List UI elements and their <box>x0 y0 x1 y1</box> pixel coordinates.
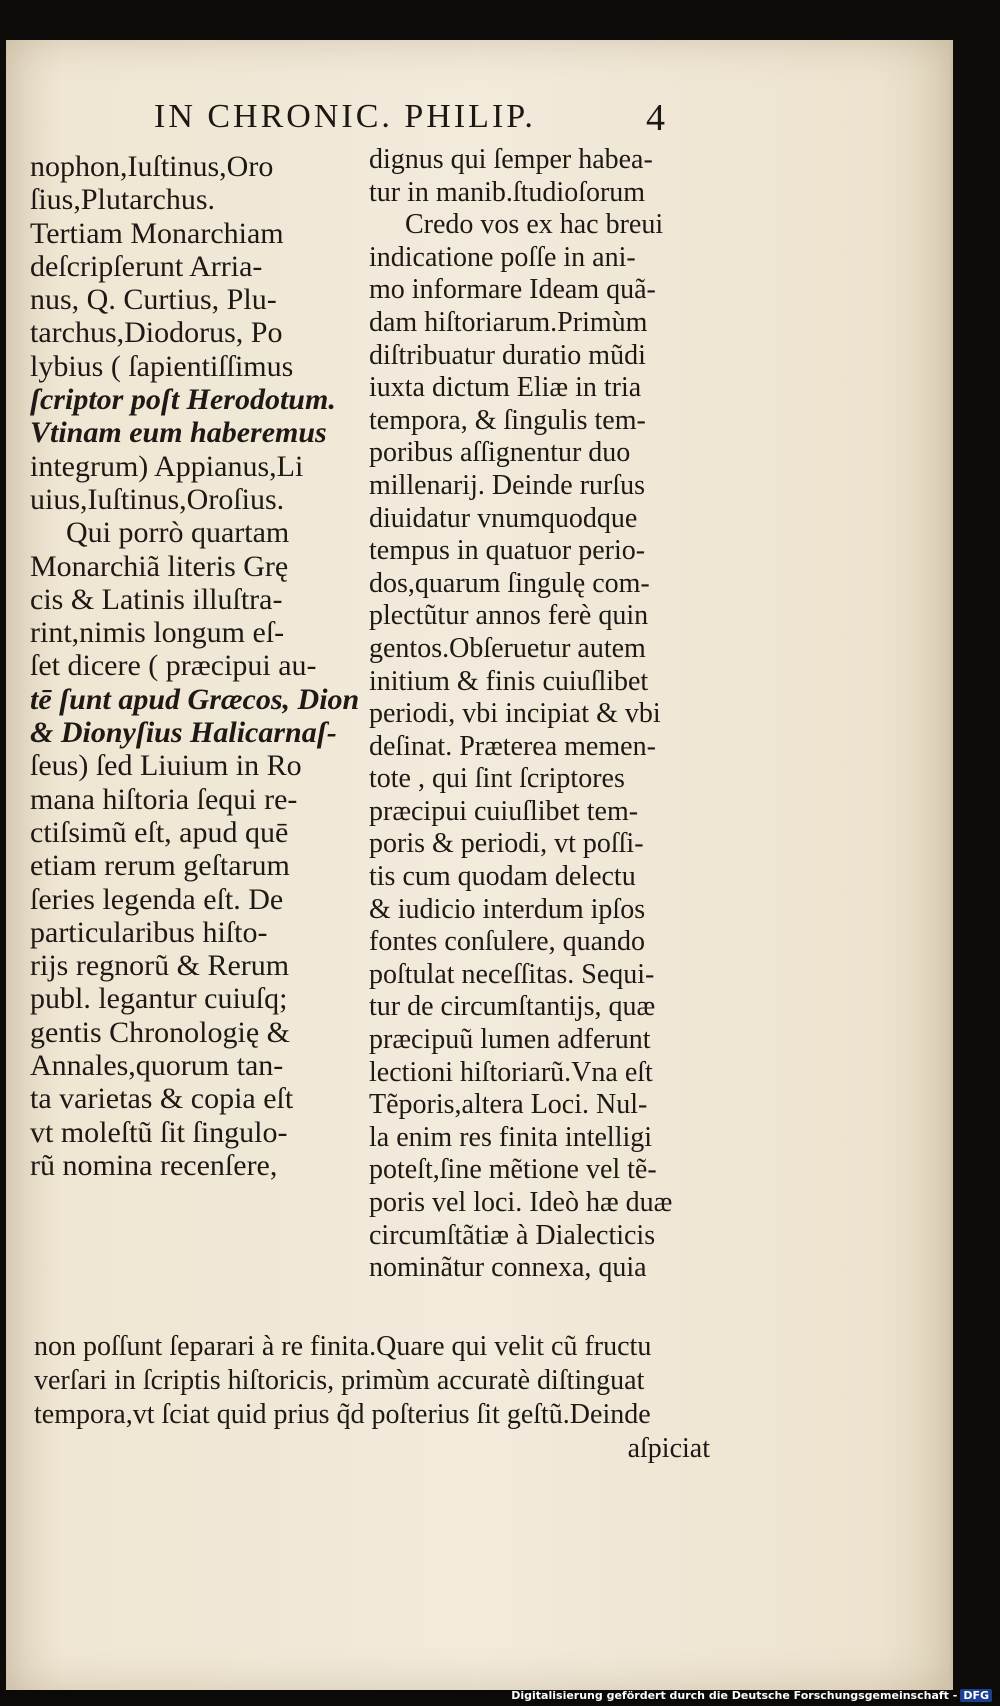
body-line: ſius,Plutarchus. <box>30 183 215 217</box>
body-line: rint,nimis longum eſ- <box>30 616 285 650</box>
body-line: poris & periodi, vt poſſi- <box>369 828 644 860</box>
body-line: ta varietas & copia eſt <box>30 1082 294 1116</box>
page-number: 4 <box>646 97 665 139</box>
body-line: tempora, & ſingulis tem- <box>369 404 646 436</box>
body-line: deſinat. Præterea memen- <box>369 730 656 762</box>
left-column <box>30 150 360 1182</box>
body-line: poris vel loci. Ideò hæ duæ <box>369 1187 673 1218</box>
body-line: tote , qui ſint ſcriptores <box>369 763 625 795</box>
body-line: cis & Latinis illuſtra- <box>30 582 283 616</box>
full-width-text <box>34 1330 714 1466</box>
body-line: dam hiſtoriarum.Primùm <box>369 306 648 338</box>
body-line: rũ nomina recenſere, <box>30 1148 278 1182</box>
body-line: poſtulat neceſſitas. Sequi- <box>369 958 655 990</box>
body-line: indicatione poſſe in ani- <box>369 241 636 273</box>
body-line: lectioni hiſtoriarũ.Vna eſt <box>369 1056 653 1088</box>
body-line: tē ſunt apud Græcos, Dion <box>30 682 360 716</box>
body-line: ſcriptor poſt Herodotum. <box>30 383 336 417</box>
body-line: non poſſunt ſeparari à re finita.Quare qui velit cũ fructu <box>34 1331 652 1362</box>
body-line: tempora,vt ſciat quid prius q̃d poſterius ſit geſtũ.Deinde <box>34 1399 651 1430</box>
body-line: tis cum quodam delectu <box>369 861 636 893</box>
body-line: iuxta dictum Eliæ in tria <box>369 372 642 404</box>
body-line: Monarchiã literis Grę <box>30 549 289 583</box>
body-line: particularibus hiſto- <box>30 915 268 949</box>
body-line: Tẽporis,altera Loci. Nul- <box>369 1089 648 1121</box>
running-title: IN CHRONIC. PHILIP. <box>154 98 536 135</box>
right-column <box>369 144 681 1285</box>
body-line: tempus in quatuor perio- <box>369 535 646 567</box>
body-line: Credo vos ex hac breui <box>405 209 664 241</box>
body-line: Annales,quorum tan- <box>30 1049 284 1083</box>
body-line: ſeus) ſed Liuium in Ro <box>30 749 302 783</box>
body-line: rijs regnorũ & Rerum <box>30 949 290 983</box>
body-line: ctiſsimũ eſt, apud quē <box>30 815 289 849</box>
body-line: nus, Q. Curtius, Plu- <box>30 283 277 317</box>
body-line: lybius ( ſapientiſſimus <box>30 349 294 383</box>
body-line: præcipui cuiuſlibet tem- <box>369 795 639 827</box>
body-line: poribus aſſignentur duo <box>369 437 631 469</box>
body-line: mo informare Ideam quã- <box>369 274 656 306</box>
body-line: fontes conſulere, quando <box>369 926 646 958</box>
body-line: gentis Chronologię & <box>30 1015 290 1049</box>
catchword: aſpiciat <box>627 1433 710 1464</box>
body-line: Vtinam eum haberemus <box>30 416 327 450</box>
body-line: deſcripſerunt Arria- <box>30 249 263 283</box>
body-line: la enim res finita intelligi <box>369 1121 653 1153</box>
body-line: Tertiam Monarchiam <box>30 216 284 250</box>
body-line: diuidatur vnumquodque <box>369 502 638 534</box>
body-line: tur de circumſtantijs, quæ <box>369 991 656 1023</box>
funding-credit <box>511 1689 992 1702</box>
body-line: diſtribuatur duratio mũdi <box>369 339 646 371</box>
body-line: mana hiſtoria ſequi re- <box>30 782 298 816</box>
body-line: tarchus,Diodorus, Po <box>30 316 283 350</box>
body-line: etiam rerum geſtarum <box>30 849 290 883</box>
body-line: ſeries legenda eſt. De <box>30 882 284 916</box>
body-line: publ. legantur cuiuſq; <box>30 982 288 1016</box>
body-line: poteſt,ſine mẽtione vel tẽ- <box>369 1154 657 1186</box>
body-line: & iudicio interdum ipſos <box>369 893 646 925</box>
body-line: millenarij. Deinde rurſus <box>369 469 646 501</box>
body-line: plectũtur annos ferè quin <box>369 600 649 632</box>
body-line: initium & finis cuiuſlibet <box>369 665 649 697</box>
body-line: nominãtur connexa, quia <box>369 1252 647 1284</box>
body-line: tur in manib.ſtudioſorum <box>369 176 646 208</box>
body-line: integrum) Appianus,Li <box>30 449 304 483</box>
credit-text: Digitalisierung gefördert durch die Deutsche Forschungsgemeinschaft - <box>511 1689 958 1702</box>
body-line: dos,quarum ſingulę com- <box>369 567 650 599</box>
body-line: nophon,Iuſtinus,Oro <box>30 150 274 183</box>
body-line: gentos.Obſeruetur autem <box>369 632 646 664</box>
body-line: periodi, vbi incipiat & vbi <box>369 698 661 730</box>
body-line: verſari in ſcriptis hiſtoricis, primùm accuratè diſtinguat <box>34 1365 645 1396</box>
body-line: dignus qui ſemper habea- <box>369 144 653 175</box>
body-line: & Dionyſius Halicarnaſ- <box>30 716 337 750</box>
dfg-logo: DFG <box>960 1689 992 1702</box>
body-line: ſet dicere ( præcipui au- <box>30 649 317 683</box>
body-line: præcipuũ lumen adferunt <box>369 1024 651 1056</box>
body-line: uius,Iuſtinus,Oroſius. <box>30 482 285 516</box>
body-line: Qui porrò quartam <box>66 516 290 550</box>
book-page <box>6 40 953 1690</box>
body-line: vt moleſtũ ſit ſingulo- <box>30 1115 288 1149</box>
body-line: circumſtãtiæ à Dialecticis <box>369 1219 656 1251</box>
